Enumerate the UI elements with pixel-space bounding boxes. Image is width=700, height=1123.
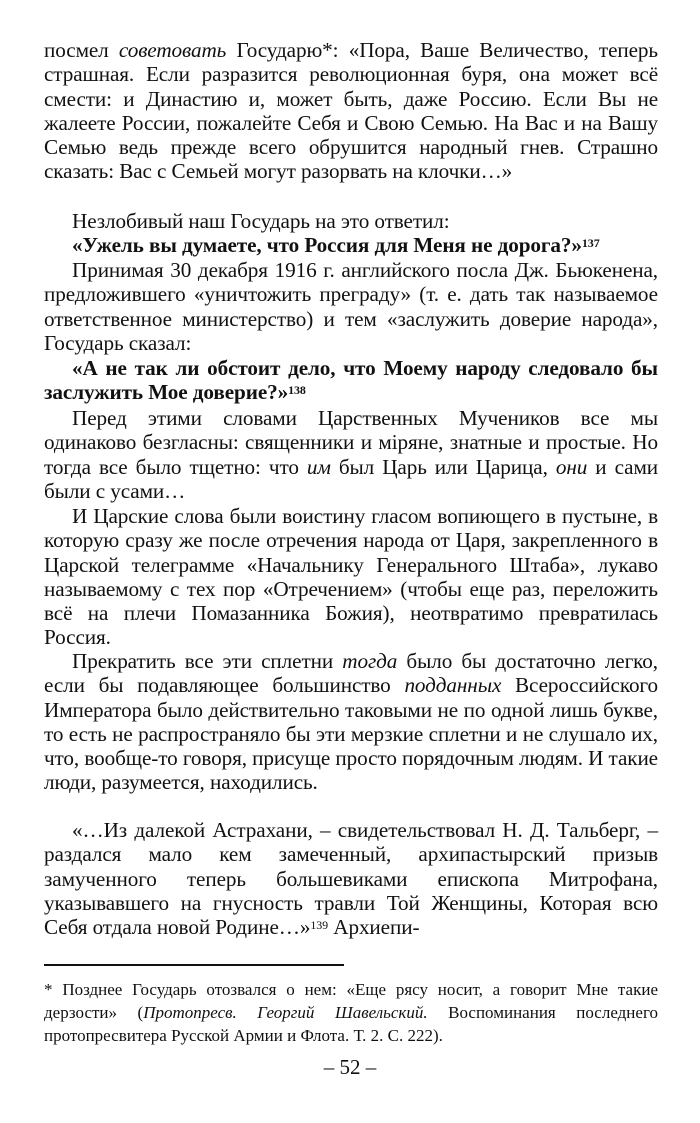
paragraph-7 xyxy=(44,504,658,650)
paragraph-9 xyxy=(44,818,658,939)
text-run: Воспоминания последнего протопресвитера Русской Армии и Флота. Т. 2. С. 222). xyxy=(44,1003,658,1045)
text-run: Незлобивый наш Государь на это ответил: xyxy=(72,209,450,233)
text-run: Архиепи- xyxy=(328,915,420,940)
text-run: «Ужель вы думаете, что Россия для Меня не дорога?» xyxy=(72,233,582,257)
text-run: был Царь или Царица, xyxy=(330,454,556,479)
text-run: * Позднее Государь отозвался о нем: «Еще рясу носит, а говорит Мне такие дерзости» ( xyxy=(44,980,658,1022)
text-run: Государю*: «Пора, Ваше Величество, теперь страшная. Если разразится революционная буря, она может всё смести: и Династию и, может быть, даже Россию. Если Вы не жалеете России, пожалейте Себя и Свою Семью. На Вас и на Вашу Семью ведь прежде всего обрушится народный гнев. Страшно сказать: Вас с Семьей могут разорвать на клочки…» xyxy=(44,38,658,184)
footnote-ref: 137 xyxy=(581,236,600,250)
italic-word: они xyxy=(555,454,588,479)
paragraph-1 xyxy=(44,38,658,184)
text-run: Всероссийского Императора было действительно таковыми не по одной лишь букве, то есть не распространяло бы эти мерзкие сплетни и не слушало их, что, вообще-то говоря, присуще просто порядочным людям. И такие люди, разумеется, находились. xyxy=(44,673,658,795)
text-run: Перед этими словами Царственных Мучеников все мы одинаково безгласны: священники и міряне, знатные и простые. Но тогда все было тщетно: что xyxy=(44,406,658,479)
quote-tsar-2 xyxy=(44,356,658,405)
text-run: Принимая 30 декабря 1916 г. английского посла Дж. Бьюкенена, предложившего «уничтожить преграду» (т. е. дать так называемое ответственное министерство) и тем «заслужить доверие народа», Государь сказал: xyxy=(44,258,658,355)
text-run: было бы достаточно легко, если бы подавляющее большинство xyxy=(44,649,658,698)
text-run: Прекратить все эти сплетни xyxy=(72,649,343,673)
text-run: посмел xyxy=(44,38,119,62)
page-number: – 52 – xyxy=(323,1055,377,1079)
text-run: И Царские слова были воистину гласом вопиющего в пустыне, в которую сразу же после отречения народа от Царя, закрепленного в Царской телеграмме «Начальнику Генерального Штаба», лукаво называемому с тех пор «Отречением» (чтобы еще раз, переложить всё на плечи Помазанника Божия), неотвратимо превратилась Россия. xyxy=(44,504,658,650)
footnote-divider xyxy=(44,964,344,966)
paragraph-2 xyxy=(44,209,658,233)
text-run: «А не так ли обстоит дело, что Моему народу следовало бы заслужить Мое доверие?» xyxy=(44,356,658,405)
text-run: и сами были с усами… xyxy=(44,454,659,503)
paragraph-6 xyxy=(44,406,658,503)
italic-word: советовать xyxy=(118,38,227,62)
italic-citation: Протопресв. Георгий Шавельский. xyxy=(143,1003,428,1022)
quote-tsar-1 xyxy=(44,233,658,257)
paragraph-4 xyxy=(44,258,658,355)
footnote-ref: 139 xyxy=(310,918,329,933)
italic-word: им xyxy=(306,454,331,479)
paragraph-8 xyxy=(44,649,658,795)
italic-word: тогда xyxy=(342,649,398,673)
text-run: «…Из далекой Астрахани, – свидетельствовал Н. Д. Тальберг, – раздался мало кем замеченный, архипастырский призыв замученного теперь большевиками епископа Митрофана, указывавшего на гнусность травли Той Женщины, Которая всю Себя отдала новой Родине…» xyxy=(44,818,658,940)
footnote-ref: 138 xyxy=(288,383,306,398)
footnote xyxy=(44,978,658,1047)
italic-word: подданных xyxy=(404,673,502,698)
